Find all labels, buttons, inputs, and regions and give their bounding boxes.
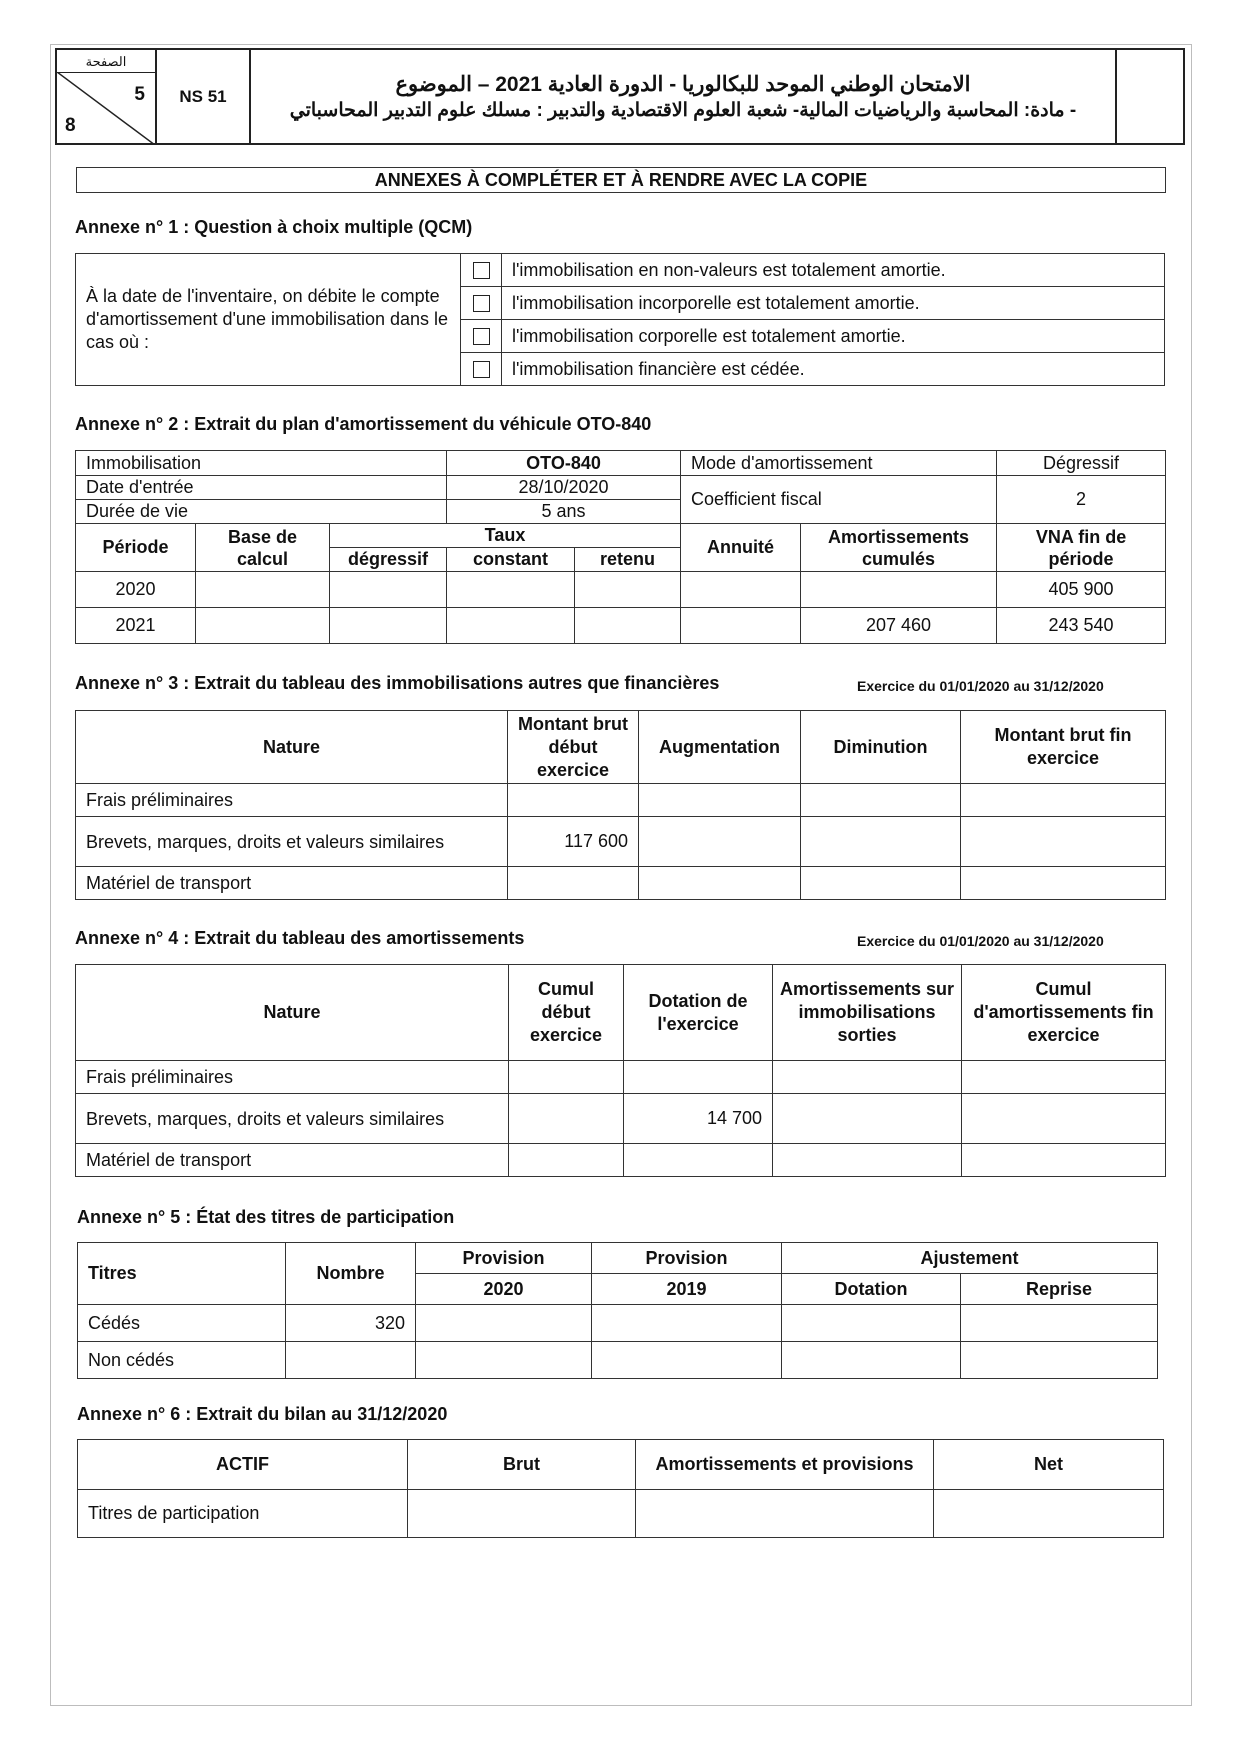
checkbox-icon[interactable] — [473, 295, 490, 312]
exam-header — [55, 48, 1185, 145]
duree-label: Durée de vie — [76, 500, 447, 524]
col-dotation: Dotation de l'exercice — [624, 965, 773, 1061]
page-label: الصفحة — [57, 52, 155, 73]
col-reprise: Reprise — [961, 1274, 1158, 1305]
input-cell[interactable] — [962, 1061, 1166, 1094]
input-cell[interactable] — [639, 817, 801, 867]
input-cell[interactable] — [636, 1490, 934, 1538]
col-dotation: Dotation — [782, 1274, 961, 1305]
annexes-banner: ANNEXES À COMPLÉTER ET À RENDRE AVEC LA COPIE — [76, 167, 1166, 193]
annexe6-bilan-table — [77, 1439, 1164, 1538]
col-augmentation: Augmentation — [639, 711, 801, 784]
coef-label: Coefficient fiscal — [681, 476, 997, 524]
col-year-2019: 2019 — [592, 1274, 782, 1305]
date-value: 28/10/2020 — [447, 476, 681, 500]
input-cell[interactable] — [408, 1490, 636, 1538]
col-base: Base de calcul — [196, 524, 330, 572]
qcm-option-4: l'immobilisation financière est cédée. — [502, 353, 1165, 386]
dotation-cell: 14 700 — [624, 1094, 773, 1144]
annexe3-exercice: Exercice du 01/01/2020 au 31/12/2020 — [857, 678, 1104, 694]
annexe1-title: Annexe n° 1 : Question à choix multiple (QCM) — [75, 217, 473, 237]
annexe2-amortization-plan-table — [75, 450, 1166, 644]
page-total: 8 — [65, 115, 76, 136]
table-row — [76, 1094, 1166, 1144]
input-cell[interactable] — [961, 1342, 1158, 1379]
input-cell[interactable] — [416, 1342, 592, 1379]
col-amort-cumules: Amortissements cumulés — [801, 524, 997, 572]
titres-cell: Cédés — [78, 1305, 286, 1342]
input-cell[interactable] — [196, 572, 330, 608]
col-titres: Titres — [78, 1243, 286, 1305]
col-provision-2019: Provision — [592, 1243, 782, 1274]
coef-value: 2 — [997, 476, 1166, 524]
col-diminution: Diminution — [801, 711, 961, 784]
input-cell[interactable] — [961, 1305, 1158, 1342]
annexe3-immobilisations-table — [75, 710, 1166, 900]
checkbox-icon[interactable] — [473, 328, 490, 345]
input-cell[interactable] — [330, 572, 447, 608]
nature-cell: Brevets, marques, droits et valeurs similaires — [76, 1094, 509, 1144]
nature-cell: Matériel de transport — [76, 867, 508, 900]
titres-participation-label: Titres de participation — [78, 1490, 408, 1538]
col-taux-constant: constant — [447, 548, 575, 572]
input-cell[interactable] — [961, 817, 1166, 867]
annexe5-titres-table — [77, 1242, 1158, 1379]
col-periode: Période — [76, 524, 196, 572]
dotation-cell[interactable] — [624, 1144, 773, 1177]
exam-title-line1: الامتحان الوطني الموحد للبكالوريا - الدورة العادية 2021 – الموضوع — [395, 72, 971, 96]
table-row — [76, 608, 1166, 644]
input-cell[interactable] — [961, 784, 1166, 817]
col-taux: Taux — [330, 524, 681, 548]
annexe4-exercice: Exercice du 01/01/2020 au 31/12/2020 — [857, 933, 1104, 949]
input-cell[interactable] — [962, 1144, 1166, 1177]
periode-cell: 2020 — [76, 572, 196, 608]
mode-label: Mode d'amortissement — [681, 451, 997, 476]
brut-cell[interactable] — [508, 867, 639, 900]
input-cell[interactable] — [592, 1305, 782, 1342]
exam-code: NS 51 — [156, 49, 250, 144]
titres-cell: Non cédés — [78, 1342, 286, 1379]
qcm-question: À la date de l'inventaire, on débite le compte d'amortissement d'une immobilisation dans le cas où : — [76, 254, 461, 386]
col-ajustement: Ajustement — [782, 1243, 1158, 1274]
nature-cell: Brevets, marques, droits et valeurs similaires — [76, 817, 508, 867]
annexe6-title: Annexe n° 6 : Extrait du bilan au 31/12/2020 — [77, 1404, 448, 1424]
duree-value: 5 ans — [447, 500, 681, 524]
col-annuite: Annuité — [681, 524, 801, 572]
immobilisation-value: OTO-840 — [447, 451, 681, 476]
input-cell[interactable] — [592, 1342, 782, 1379]
page-number-box — [56, 49, 156, 144]
qcm-checkbox-3[interactable] — [461, 320, 502, 353]
input-cell[interactable] — [509, 1061, 624, 1094]
col-amort-provisions: Amortissements et provisions — [636, 1440, 934, 1490]
col-brut-fin: Montant brut fin exercice — [961, 711, 1166, 784]
annexe4-title: Annexe n° 4 : Extrait du tableau des amortissements — [75, 928, 525, 948]
annexe4-amortissements-table — [75, 964, 1166, 1177]
exam-title-line2: - مادة: المحاسبة والرياضيات المالية- شعبة العلوم الاقتصادية والتدبير : مسلك علوم التدبير المحاسباتي — [289, 99, 1077, 121]
table-row — [76, 1144, 1166, 1177]
qcm-checkbox-2[interactable] — [461, 287, 502, 320]
col-nature: Nature — [76, 711, 508, 784]
qcm-option-3: l'immobilisation corporelle est totalement amortie. — [502, 320, 1165, 353]
col-cumul-fin: Cumul d'amortissements fin exercice — [962, 965, 1166, 1061]
annexe2-title: Annexe n° 2 : Extrait du plan d'amortissement du véhicule OTO-840 — [75, 414, 652, 434]
mode-value: Dégressif — [997, 451, 1166, 476]
col-brut: Brut — [408, 1440, 636, 1490]
date-label: Date d'entrée — [76, 476, 447, 500]
qcm-checkbox-1[interactable] — [461, 254, 502, 287]
input-cell[interactable] — [681, 572, 801, 608]
col-actif: ACTIF — [78, 1440, 408, 1490]
input-cell[interactable] — [639, 784, 801, 817]
input-cell[interactable] — [447, 608, 575, 644]
input-cell[interactable] — [773, 1144, 962, 1177]
table-row — [76, 1061, 1166, 1094]
input-cell[interactable] — [782, 1342, 961, 1379]
input-cell[interactable] — [773, 1094, 962, 1144]
input-cell[interactable] — [801, 867, 961, 900]
col-vna: VNA fin de période — [997, 524, 1166, 572]
input-cell[interactable] — [447, 572, 575, 608]
qcm-option-2: l'immobilisation incorporelle est totalement amortie. — [502, 287, 1165, 320]
annexe1-qcm-table — [75, 253, 1165, 386]
table-row — [78, 1490, 1164, 1538]
nature-cell: Matériel de transport — [76, 1144, 509, 1177]
annexe3-title: Annexe n° 3 : Extrait du tableau des immobilisations autres que financières — [75, 673, 720, 693]
input-cell[interactable] — [681, 608, 801, 644]
table-row — [76, 867, 1166, 900]
nombre-cell: 320 — [286, 1305, 416, 1342]
qcm-checkbox-4[interactable] — [461, 353, 502, 386]
vna-cell: 405 900 — [997, 572, 1166, 608]
exam-title — [250, 49, 1116, 144]
input-cell[interactable] — [575, 608, 681, 644]
col-taux-degressif: dégressif — [330, 548, 447, 572]
periode-cell: 2021 — [76, 608, 196, 644]
input-cell[interactable] — [934, 1490, 1164, 1538]
header-blank-cell — [1116, 49, 1184, 144]
input-cell[interactable] — [509, 1094, 624, 1144]
nature-cell: Frais préliminaires — [76, 784, 508, 817]
col-nombre: Nombre — [286, 1243, 416, 1305]
amort-cell: 207 460 — [801, 608, 997, 644]
col-nature: Nature — [76, 965, 509, 1061]
table-row — [76, 817, 1166, 867]
col-provision-2020: Provision — [416, 1243, 592, 1274]
input-cell[interactable] — [801, 817, 961, 867]
input-cell[interactable] — [782, 1305, 961, 1342]
qcm-option-1: l'immobilisation en non-valeurs est totalement amortie. — [502, 254, 1165, 287]
table-row — [78, 1342, 1158, 1379]
input-cell[interactable] — [330, 608, 447, 644]
table-row — [76, 572, 1166, 608]
vna-cell: 243 540 — [997, 608, 1166, 644]
dotation-cell[interactable] — [624, 1061, 773, 1094]
table-row — [78, 1305, 1158, 1342]
nature-cell: Frais préliminaires — [76, 1061, 509, 1094]
col-brut-debut: Montant brut début exercice — [508, 711, 639, 784]
col-taux-retenu: retenu — [575, 548, 681, 572]
table-row — [76, 784, 1166, 817]
page-number: 5 — [134, 84, 145, 105]
nombre-cell[interactable] — [286, 1342, 416, 1379]
input-cell[interactable] — [801, 784, 961, 817]
checkbox-icon[interactable] — [473, 262, 490, 279]
col-year-2020: 2020 — [416, 1274, 592, 1305]
checkbox-icon[interactable] — [473, 361, 490, 378]
input-cell[interactable] — [509, 1144, 624, 1177]
brut-cell[interactable] — [508, 784, 639, 817]
amort-cell[interactable] — [801, 572, 997, 608]
input-cell[interactable] — [961, 867, 1166, 900]
input-cell[interactable] — [416, 1305, 592, 1342]
col-amort-sorties: Amortissements sur immobilisations sorties — [773, 965, 962, 1061]
immobilisation-label: Immobilisation — [76, 451, 447, 476]
input-cell[interactable] — [639, 867, 801, 900]
brut-cell: 117 600 — [508, 817, 639, 867]
annexe5-title: Annexe n° 5 : État des titres de participation — [77, 1207, 455, 1227]
input-cell[interactable] — [773, 1061, 962, 1094]
input-cell[interactable] — [196, 608, 330, 644]
input-cell[interactable] — [575, 572, 681, 608]
col-cumul-debut: Cumul début exercice — [509, 965, 624, 1061]
col-net: Net — [934, 1440, 1164, 1490]
input-cell[interactable] — [962, 1094, 1166, 1144]
